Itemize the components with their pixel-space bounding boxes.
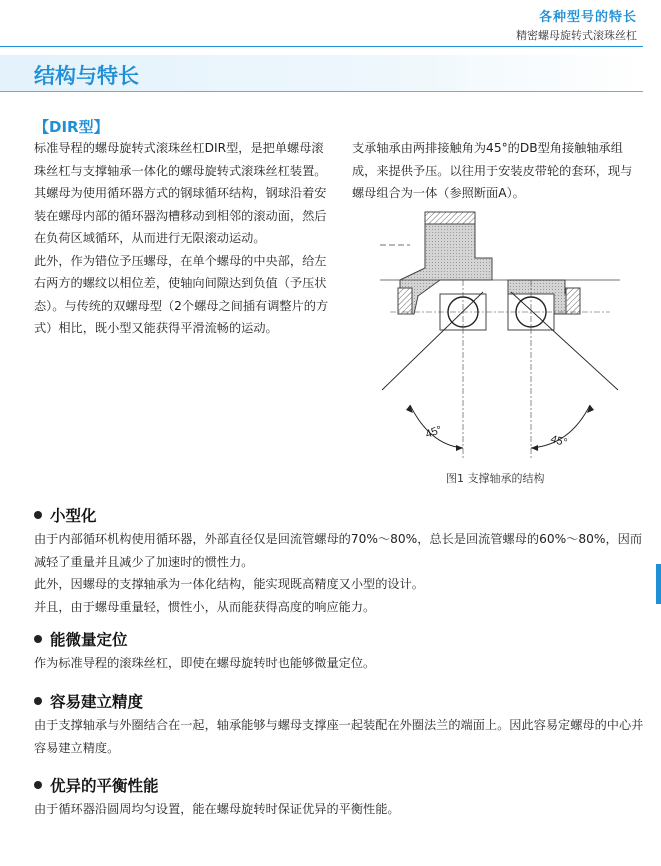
angle-label-left: 45° — [423, 423, 444, 441]
dir-description-right — [352, 137, 644, 205]
bearing-structure-figure — [380, 210, 620, 468]
feature-balance-body — [34, 798, 649, 821]
feature-compact-heading — [34, 504, 97, 526]
feature-compact-line-3: 并且，由于螺母重量轻，惯性小，从而能获得高度的响应能力。 — [34, 599, 376, 614]
feature-balance-line-1: 由于循环器沿圆周均匀设置，能在螺母旋转时保证优异的平衡性能。 — [34, 802, 400, 816]
feature-balance-title: 优异的平衡性能 — [50, 777, 159, 795]
feature-compact-line-1: 由于内部循环机构使用循环器，外部直径仅是回流管螺母的70%～80%，总长是回流管螺母的60%～80%，因而减轻了重量并且减少了加速时的惯性力。 — [34, 532, 643, 569]
feature-accuracy-line-1: 由于支撑轴承与外圈结合在一起，轴承能够与螺母支撑座一起装配在外圈法兰的端面上。因此容易定螺母的中心并容易建立精度。 — [34, 718, 644, 755]
feature-compact-title: 小型化 — [50, 507, 97, 525]
bearing-paragraph: 支承轴承由两排接触角为45°的DB型角接触轴承组成，来提供予压。以往用于安装皮带轮的套环，现与螺母组合为一体（参照断面A）。 — [352, 141, 633, 200]
header-subtitle: 精密螺母旋转式滚珠丝杠 — [516, 29, 637, 42]
feature-balance-heading — [34, 774, 159, 796]
feature-accuracy-body — [34, 714, 649, 759]
dir-paragraph-3: 此外，作为错位予压螺母，在单个螺母的中央部，给左右两方的螺纹以相位差，使轴向间隙达到负值（予压状态）。与传统的双螺母型（2个螺母之间插有调整片的方式）相比，既小型又能获得平滑流畅的运动。 — [34, 253, 329, 335]
dir-paragraph-2: 其螺母为使用循环器方式的钢球循环结构，钢球沿着安装在螺母内部的循环器沟槽移动到相邻的滚动面，然后在负荷区域循环，从而进行无限滚动运动。 — [34, 186, 327, 245]
angle-label-right: 45° — [549, 433, 569, 450]
feature-accuracy-heading — [34, 690, 143, 712]
flange-left — [425, 212, 475, 224]
bullet-icon — [34, 697, 42, 705]
section-divider — [0, 91, 643, 92]
seal-left — [398, 288, 412, 314]
feature-compact-body — [34, 528, 649, 618]
feature-compact-line-2: 此外，因螺母的支撑轴承为一体化结构，能实现既高精度又小型的设计。 — [34, 577, 424, 591]
bullet-icon — [34, 781, 42, 789]
feature-accuracy-title: 容易建立精度 — [50, 693, 144, 711]
feature-micro-positioning-body — [34, 652, 649, 675]
dir-description-left — [34, 137, 334, 340]
side-index-tab — [656, 564, 661, 604]
dir-type-heading: 【DIR型】 — [34, 118, 109, 136]
figure-caption: 图1 支撑轴承的结构 — [446, 472, 545, 485]
dir-paragraph-1: 标准导程的螺母旋转式滚珠丝杠DIR型，是把单螺母滚珠丝杠与支撑轴承一体化的螺母旋转式滚珠丝杠装置。 — [34, 141, 327, 178]
section-title: 结构与特长 — [34, 64, 139, 88]
seal-right — [566, 288, 580, 314]
bullet-icon — [34, 511, 42, 519]
feature-micro-positioning-heading — [34, 628, 128, 650]
feature-micro-positioning-title: 能微量定位 — [50, 631, 128, 649]
feature-micro-positioning-line-1: 作为标准导程的滚珠丝杠，即使在螺母旋转时也能够微量定位。 — [34, 656, 376, 670]
header-divider — [0, 46, 643, 47]
bullet-icon — [34, 635, 42, 643]
header-category: 各种型号的特长 — [538, 10, 637, 25]
